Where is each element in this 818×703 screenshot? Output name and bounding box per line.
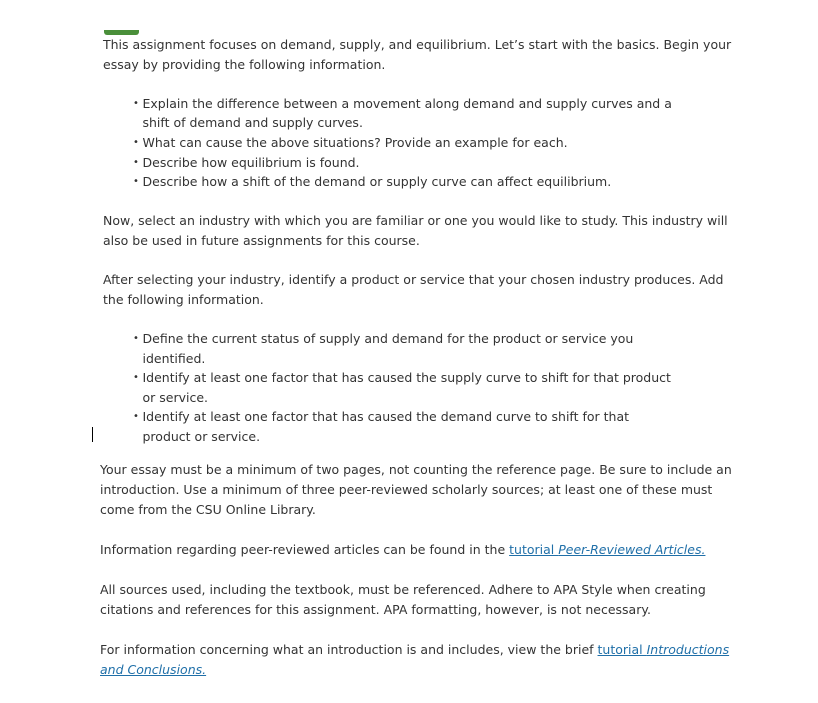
product-paragraph: After selecting your industry, identify a product or service that your chosen industry produces. Add the following information. <box>103 272 724 307</box>
product-bullet-list <box>103 329 743 447</box>
assignment-instructions-top <box>103 35 743 466</box>
list-item: • Explain the difference between a movement along demand and supply curves and a shift of demand and supply curves. <box>103 94 673 133</box>
list-item: • Describe how equilibrium is found. <box>103 153 673 173</box>
list-item: • Describe how a shift of the demand or supply curve can affect equilibrium. <box>103 172 673 192</box>
list-item: • Identify at least one factor that has caused the demand curve to shift for that product or service. <box>103 407 673 446</box>
assignment-instructions-bottom <box>100 460 745 700</box>
introductions-text: For information concerning what an introduction is and includes, view the brief <box>100 642 598 657</box>
peer-reviewed-paragraph <box>100 540 745 560</box>
list-item: • Identify at least one factor that has caused the supply curve to shift for that product or service. <box>103 368 673 407</box>
intro-paragraph: This assignment focuses on demand, supply, and equilibrium. Let’s start with the basics. Begin your essay by providing the following information. <box>103 37 732 72</box>
list-item: • What can cause the above situations? Provide an example for each. <box>103 133 673 153</box>
list-item: • Define the current status of supply and demand for the product or service you identified. <box>103 329 673 368</box>
link-title: Peer-Reviewed Articles. <box>558 542 706 557</box>
link-title: Introductions and Conclusions. <box>100 642 730 677</box>
text-cursor[interactable] <box>92 427 93 442</box>
peer-reviewed-text: Information regarding peer-reviewed articles can be found in the <box>100 542 510 557</box>
link-prefix: tutorial <box>509 542 559 557</box>
introductions-paragraph <box>100 640 745 680</box>
requirements-paragraph: Your essay must be a minimum of two pages, not counting the reference page. Be sure to include an introduction. Use a minimum of three peer-reviewed scholarly sources; at least one of these must come from the CSU Online Library. <box>100 462 732 517</box>
industry-paragraph: Now, select an industry with which you are familiar or one you would like to study. This industry will also be used in future assignments for this course. <box>103 213 728 248</box>
intro-bullet-list <box>103 94 743 192</box>
peer-reviewed-tutorial-link[interactable] <box>509 542 705 557</box>
link-prefix: tutorial <box>597 642 647 657</box>
references-paragraph: All sources used, including the textbook, must be referenced. Adhere to APA Style when creating citations and references for this assignment. APA formatting, however, is not necessary. <box>100 582 706 617</box>
